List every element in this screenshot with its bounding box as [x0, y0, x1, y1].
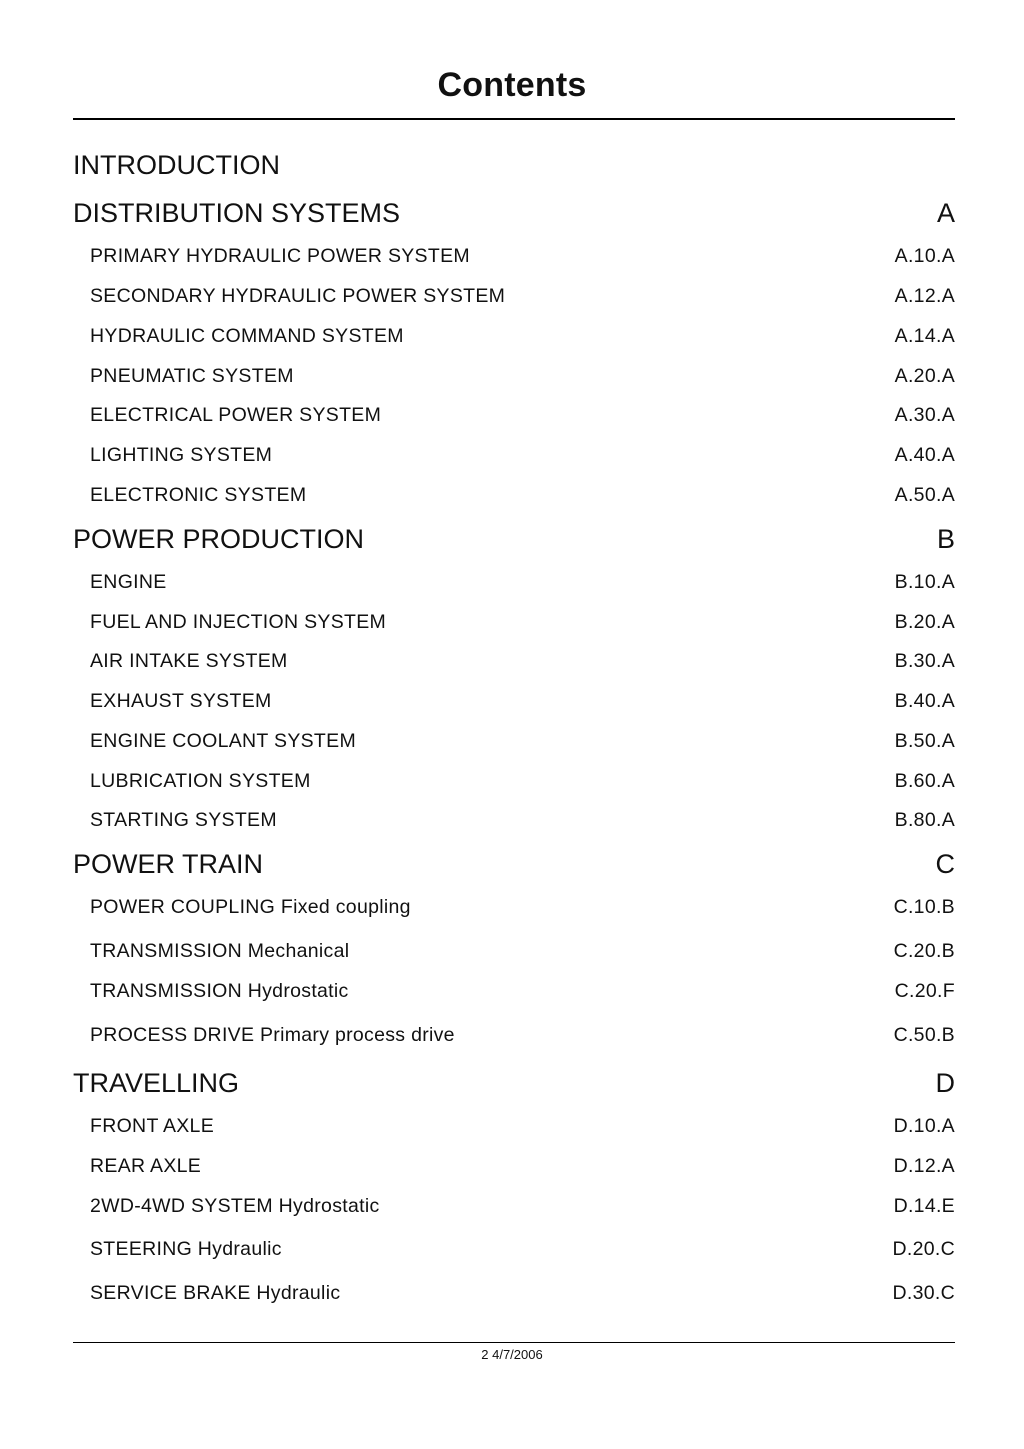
toc-entry[interactable] — [90, 1155, 955, 1178]
toc-entry[interactable] — [90, 404, 955, 427]
entry-label: ELECTRICAL POWER SYSTEM — [90, 404, 382, 426]
entry-code: D.20.C — [892, 1238, 955, 1260]
toc-entry[interactable] — [90, 1024, 955, 1047]
toc-entry[interactable] — [90, 365, 955, 388]
section-label: POWER TRAIN — [73, 849, 264, 879]
section-code: B — [936, 524, 955, 554]
toc-entry[interactable] — [90, 1238, 955, 1261]
toc-entry[interactable] — [90, 1115, 955, 1138]
entry-code: B.20.A — [894, 611, 955, 633]
entry-code: C.10.B — [893, 896, 955, 918]
top-divider — [73, 118, 955, 120]
entry-label: AIR INTAKE SYSTEM — [90, 650, 288, 672]
section-label: POWER PRODUCTION — [73, 524, 365, 554]
toc-entry[interactable] — [90, 730, 955, 753]
toc-entry[interactable] — [90, 444, 955, 467]
entry-code: B.30.A — [894, 650, 955, 672]
toc-entry[interactable] — [90, 1195, 955, 1218]
entry-label: PROCESS DRIVE Primary process drive — [90, 1024, 455, 1046]
entry-code: B.50.A — [894, 730, 955, 752]
entry-code: D.30.C — [892, 1282, 955, 1304]
entry-code: A.40.A — [894, 444, 955, 466]
entry-code: C.20.F — [894, 980, 955, 1002]
page-title: Contents — [437, 66, 587, 104]
entry-label: STARTING SYSTEM — [90, 809, 277, 831]
entry-code: B.80.A — [894, 809, 955, 831]
entry-code: B.10.A — [894, 571, 955, 593]
entry-code: D.14.E — [893, 1195, 955, 1217]
entry-label: SECONDARY HYDRAULIC POWER SYSTEM — [90, 285, 506, 307]
toc-entry[interactable] — [90, 770, 955, 793]
section-label: DISTRIBUTION SYSTEMS — [73, 198, 401, 228]
toc-entry[interactable] — [90, 611, 955, 634]
toc-entry[interactable] — [90, 571, 955, 594]
entry-code: C.20.B — [893, 940, 955, 962]
entry-code: B.60.A — [894, 770, 955, 792]
toc-entry[interactable] — [90, 325, 955, 348]
section-introduction[interactable] — [73, 150, 955, 181]
entry-label: FRONT AXLE — [90, 1115, 215, 1137]
section-power-train[interactable] — [73, 849, 955, 880]
toc-entry[interactable] — [90, 285, 955, 308]
entry-label: LIGHTING SYSTEM — [90, 444, 273, 466]
entry-label: 2WD-4WD SYSTEM Hydrostatic — [90, 1195, 380, 1217]
entry-code: C.50.B — [893, 1024, 955, 1046]
entry-label: PNEUMATIC SYSTEM — [90, 365, 294, 387]
toc-entry[interactable] — [90, 1282, 955, 1305]
entry-label: ELECTRONIC SYSTEM — [90, 484, 307, 506]
section-label: TRAVELLING — [73, 1068, 240, 1098]
entry-code: D.12.A — [893, 1155, 955, 1177]
toc-entry[interactable] — [90, 809, 955, 832]
entry-label: PRIMARY HYDRAULIC POWER SYSTEM — [90, 245, 470, 267]
section-distribution-systems[interactable] — [73, 198, 955, 229]
entry-label: REAR AXLE — [90, 1155, 202, 1177]
entry-label: TRANSMISSION Mechanical — [90, 940, 350, 962]
entry-code: B.40.A — [894, 690, 955, 712]
entry-label: LUBRICATION SYSTEM — [90, 770, 311, 792]
entry-label: ENGINE — [90, 571, 167, 593]
toc-entry[interactable] — [90, 245, 955, 268]
entry-code: A.14.A — [894, 325, 955, 347]
entry-label: ENGINE COOLANT SYSTEM — [90, 730, 356, 752]
toc-entry[interactable] — [90, 940, 955, 963]
entry-label: EXHAUST SYSTEM — [90, 690, 272, 712]
section-power-production[interactable] — [73, 524, 955, 555]
entry-code: D.10.A — [893, 1115, 955, 1137]
section-code: C — [935, 849, 955, 879]
entry-label: TRANSMISSION Hydrostatic — [90, 980, 349, 1002]
entry-code: A.50.A — [894, 484, 955, 506]
entry-code: A.10.A — [894, 245, 955, 267]
toc-entry[interactable] — [90, 690, 955, 713]
entry-label: HYDRAULIC COMMAND SYSTEM — [90, 325, 404, 347]
bottom-divider — [73, 1342, 955, 1343]
section-code: A — [936, 198, 955, 228]
entry-label: SERVICE BRAKE Hydraulic — [90, 1282, 341, 1304]
entry-label: FUEL AND INJECTION SYSTEM — [90, 611, 387, 633]
entry-code: A.12.A — [894, 285, 955, 307]
entry-label: STEERING Hydraulic — [90, 1238, 282, 1260]
section-label: INTRODUCTION — [73, 150, 280, 180]
entry-code: A.30.A — [894, 404, 955, 426]
toc-entry[interactable] — [90, 980, 955, 1003]
section-travelling[interactable] — [73, 1068, 955, 1099]
toc-entry[interactable] — [90, 896, 955, 919]
section-code: D — [935, 1068, 955, 1098]
entry-label: POWER COUPLING Fixed coupling — [90, 896, 411, 918]
entry-code: A.20.A — [894, 365, 955, 387]
toc-entry[interactable] — [90, 484, 955, 507]
page-footer: 2 4/7/2006 — [481, 1347, 543, 1362]
toc-entry[interactable] — [90, 650, 955, 673]
